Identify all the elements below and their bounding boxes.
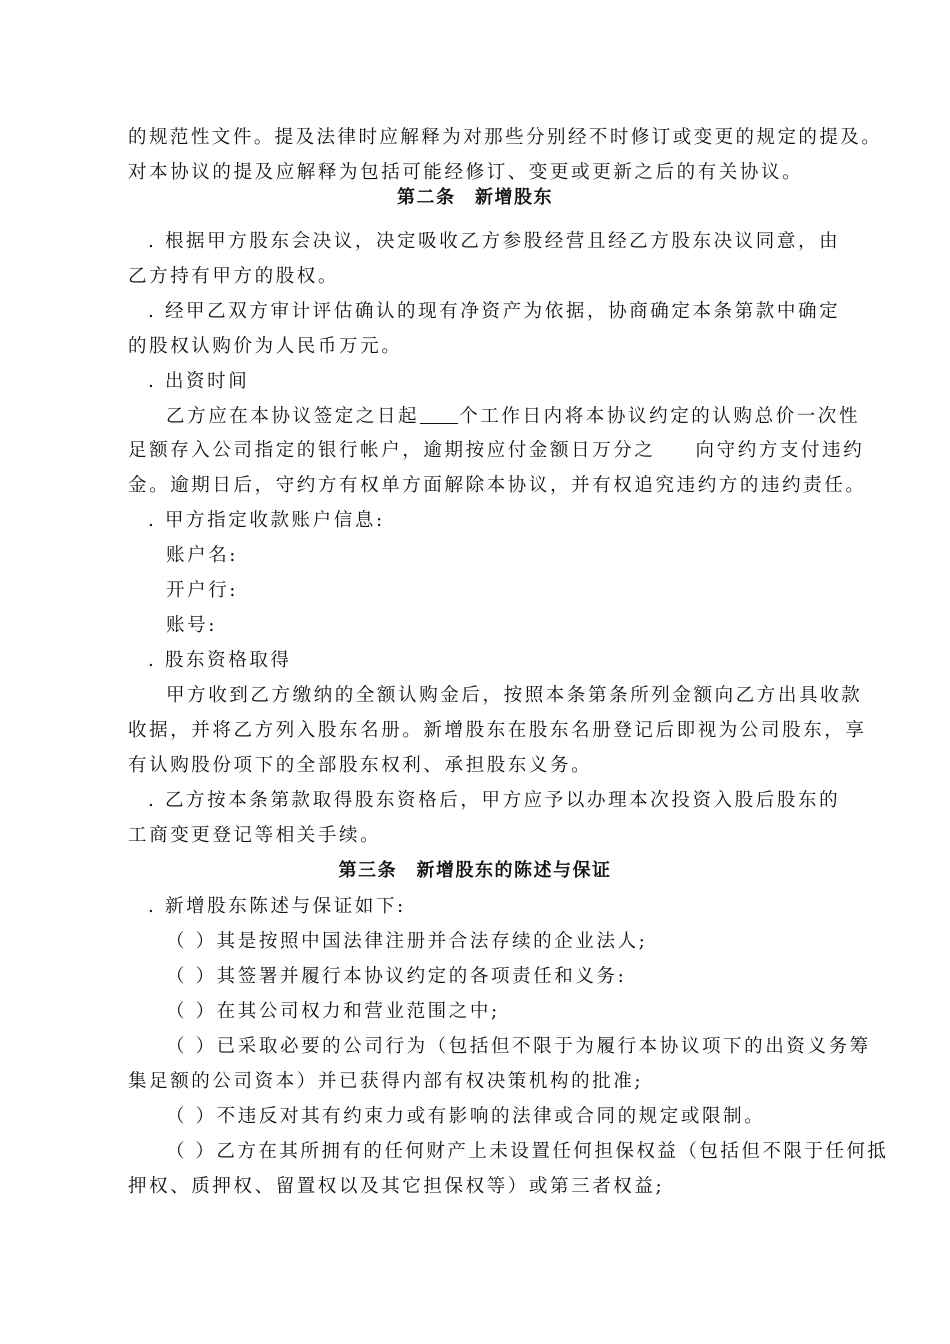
paragraph-line: 甲方收到乙方缴纳的全额认购金后，按照本条第条所列金额向乙方出具收款 bbox=[166, 685, 863, 706]
text-segment: 个工作日内将本协议约定的认购总价一次性 bbox=[459, 406, 861, 427]
paragraph-line: 金。逾期日后，守约方有权单方面解除本协议，并有权追究违约方的违约责任。 bbox=[128, 475, 867, 496]
paragraph-line: 有认购股份项下的全部股东权利、承担股东义务。 bbox=[128, 755, 593, 776]
paragraph-line: 工商变更登记等相关手续。 bbox=[128, 825, 382, 846]
paragraph-line bbox=[128, 440, 864, 462]
field-bank: 开户行: bbox=[166, 580, 239, 601]
paragraph-line: . 新增股东陈述与保证如下: bbox=[148, 896, 406, 917]
section-heading-article-2: 第二条 新增股东 bbox=[397, 187, 553, 208]
list-item: （ ）不违反对其有约束力或有影响的法律或合同的规定或限制。 bbox=[166, 1106, 766, 1127]
paragraph-line: . 乙方按本条第款取得股东资格后，甲方应予以办理本次投资入股后股东的 bbox=[148, 790, 841, 811]
list-item: （ ）已采取必要的公司行为（包括但不限于为履行本协议项下的出资义务筹 bbox=[166, 1036, 871, 1057]
paragraph-line: 的股权认购价为人民币万元。 bbox=[128, 336, 403, 357]
text-segment: 向守约方支付违约 bbox=[695, 440, 865, 461]
list-item: （ ）其是按照中国法律注册并合法存续的企业法人; bbox=[166, 931, 648, 952]
paragraph-line: . 甲方指定收款账户信息: bbox=[148, 510, 385, 531]
list-item: （ ）在其公司权力和营业范围之中; bbox=[166, 1001, 500, 1022]
paragraph-line: 收据，并将乙方列入股东名册。新增股东在股东名册登记后即视为公司股东，享 bbox=[128, 720, 867, 741]
paragraph-line: . 经甲乙双方审计评估确认的现有净资产为依据，协商确定本条第款中确定 bbox=[148, 301, 841, 322]
field-account-number: 账号: bbox=[166, 615, 218, 636]
list-item: （ ）乙方在其所拥有的任何财产上未设置任何担保权益（包括但不限于任何抵 bbox=[166, 1141, 889, 1162]
paragraph-line: . 股东资格取得 bbox=[148, 650, 292, 671]
paragraph-line: 乙方持有甲方的股权。 bbox=[128, 266, 340, 287]
paragraph-line: 的规范性文件。提及法律时应解释为对那些分别经不时修订或变更的规定的提及。 bbox=[128, 127, 883, 148]
paragraph-line: . 根据甲方股东会决议，决定吸收乙方参股经营且经乙方股东决议同意，由 bbox=[148, 231, 841, 252]
paragraph-line bbox=[166, 405, 860, 428]
paragraph-line: 押权、质押权、留置权以及其它担保权等）或第三者权益; bbox=[128, 1176, 665, 1197]
fill-in-blank bbox=[420, 405, 458, 424]
paragraph-line: 对本协议的提及应解释为包括可能经修订、变更或更新之后的有关协议。 bbox=[128, 162, 804, 183]
text-segment: 足额存入公司指定的银行帐户，逾期按应付金额日万分之 bbox=[128, 440, 656, 461]
paragraph-line: . 出资时间 bbox=[148, 371, 250, 392]
list-item: （ ）其签署并履行本协议约定的各项责任和义务: bbox=[166, 966, 627, 987]
field-account-name: 账户名: bbox=[166, 545, 239, 566]
paragraph-line: 集足额的公司资本）并已获得内部有权决策机构的批准; bbox=[128, 1071, 644, 1092]
section-heading-article-3: 第三条 新增股东的陈述与保证 bbox=[338, 860, 612, 881]
text-segment: 乙方应在本协议签定之日起 bbox=[166, 406, 420, 427]
